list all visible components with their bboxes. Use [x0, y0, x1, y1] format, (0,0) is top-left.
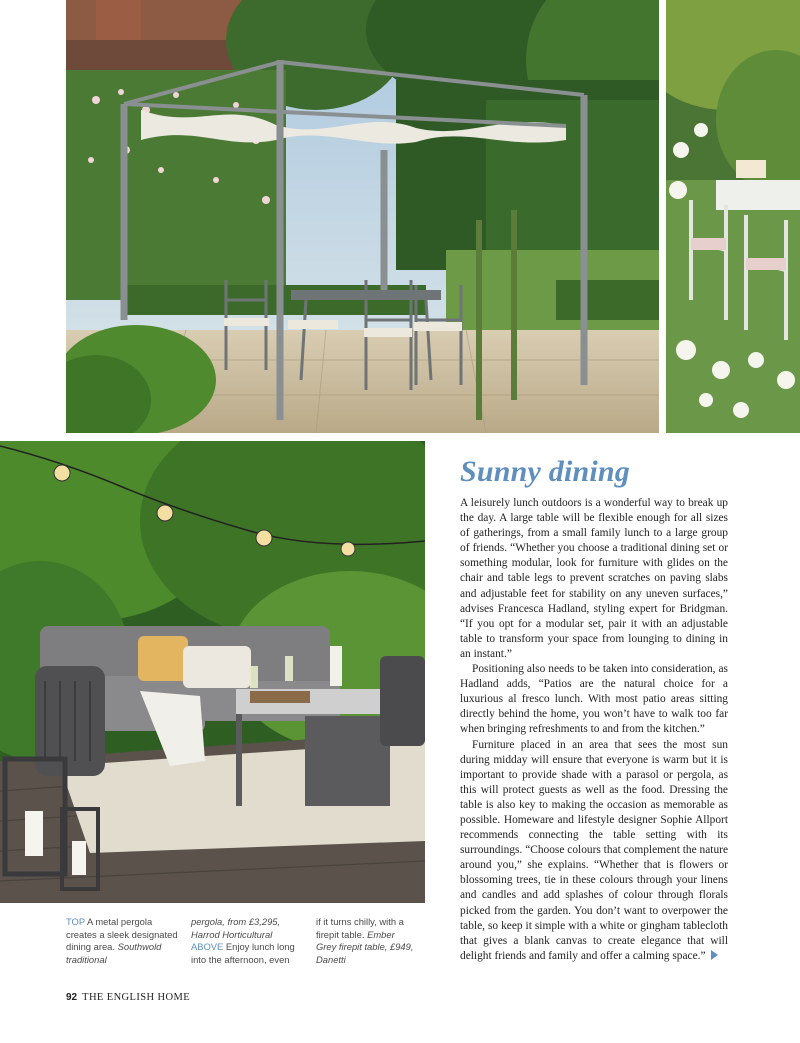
caption-text: if it turns chilly, with a firepit table.: [316, 916, 404, 940]
patio-sofa-firepit-photo: [0, 441, 425, 903]
article-paragraph: Positioning also needs to be taken into consideration, as Hadland adds, “Patios are the natural choice for a luxurious al fresco lunch. With most patio areas sitting directly behind the home, you won’t have to walk too far when bringing refreshments to and from the kitchen.”: [460, 663, 728, 736]
caption-label-above: ABOVE: [191, 941, 224, 953]
magazine-name: THE ENGLISH HOME: [82, 992, 191, 1003]
page-number: 92: [66, 992, 78, 1003]
article-paragraph: A leisurely lunch outdoors is a wonderful way to break up the day. A large table will be flexible enough for all sizes of gatherings, from a small family lunch to a large group of friends. “Whether you choose a traditional dining set or something modular, look for furniture with glides on the chair and table legs to prevent scratches on paving slabs and adjustable feet for stability on any uneven surfaces,” advises Francesca Hadland, styling expert for Bridgman. “If you opt for a modular set, pair it with an adjustable table to transform your space from lounging to dining in an instant.”: [460, 497, 728, 660]
page-footer: [66, 992, 190, 1003]
end-triangle-icon: [711, 950, 718, 960]
article-paragraph-text: Furniture placed in an area that sees the most sun during midday will ensure that everyone is warm but it is important to provide shade with a parasol or pergola, as this will protect guests as well as the food. Dressing the table is also key to making the occasion as memorable as possible. Homeware and lifestyle designer Sophie Allport recommends connecting the table setting with its surroundings. “Choose colours that complement the nature around you,” she explains. “Whether that is flowers or blossoming trees, tie in these colours through your linens and candles and add splashes of colour through florals picked from the garden. You don’t want to overpower the table, so keep it simple with a white or gingham tablecloth that gives a blank canvas to create elegance that will delight friends and family and offer a calming space.”: [460, 738, 728, 962]
caption-credit: pergola, from £3,295, Harrod Horticultural: [191, 916, 281, 940]
caption-column-3: [316, 916, 416, 966]
article-headline: Sunny dining: [460, 455, 630, 488]
article-body: [460, 496, 728, 964]
caption-column-1: [66, 916, 184, 966]
wildflower-table-photo: [666, 0, 800, 433]
caption-credit: Southwold traditional: [66, 941, 162, 965]
caption-credit: Ember Grey firepit table, £949, Danetti: [316, 928, 414, 965]
caption-text: A metal pergola creates a sleek designated dining area.: [66, 916, 178, 953]
caption-label-top: TOP: [66, 916, 85, 927]
pergola-dining-photo: [66, 0, 659, 433]
article-paragraph: [460, 738, 728, 964]
caption-text: Enjoy lunch long into the afternoon, even: [191, 941, 295, 965]
caption-column-2: [191, 916, 309, 966]
